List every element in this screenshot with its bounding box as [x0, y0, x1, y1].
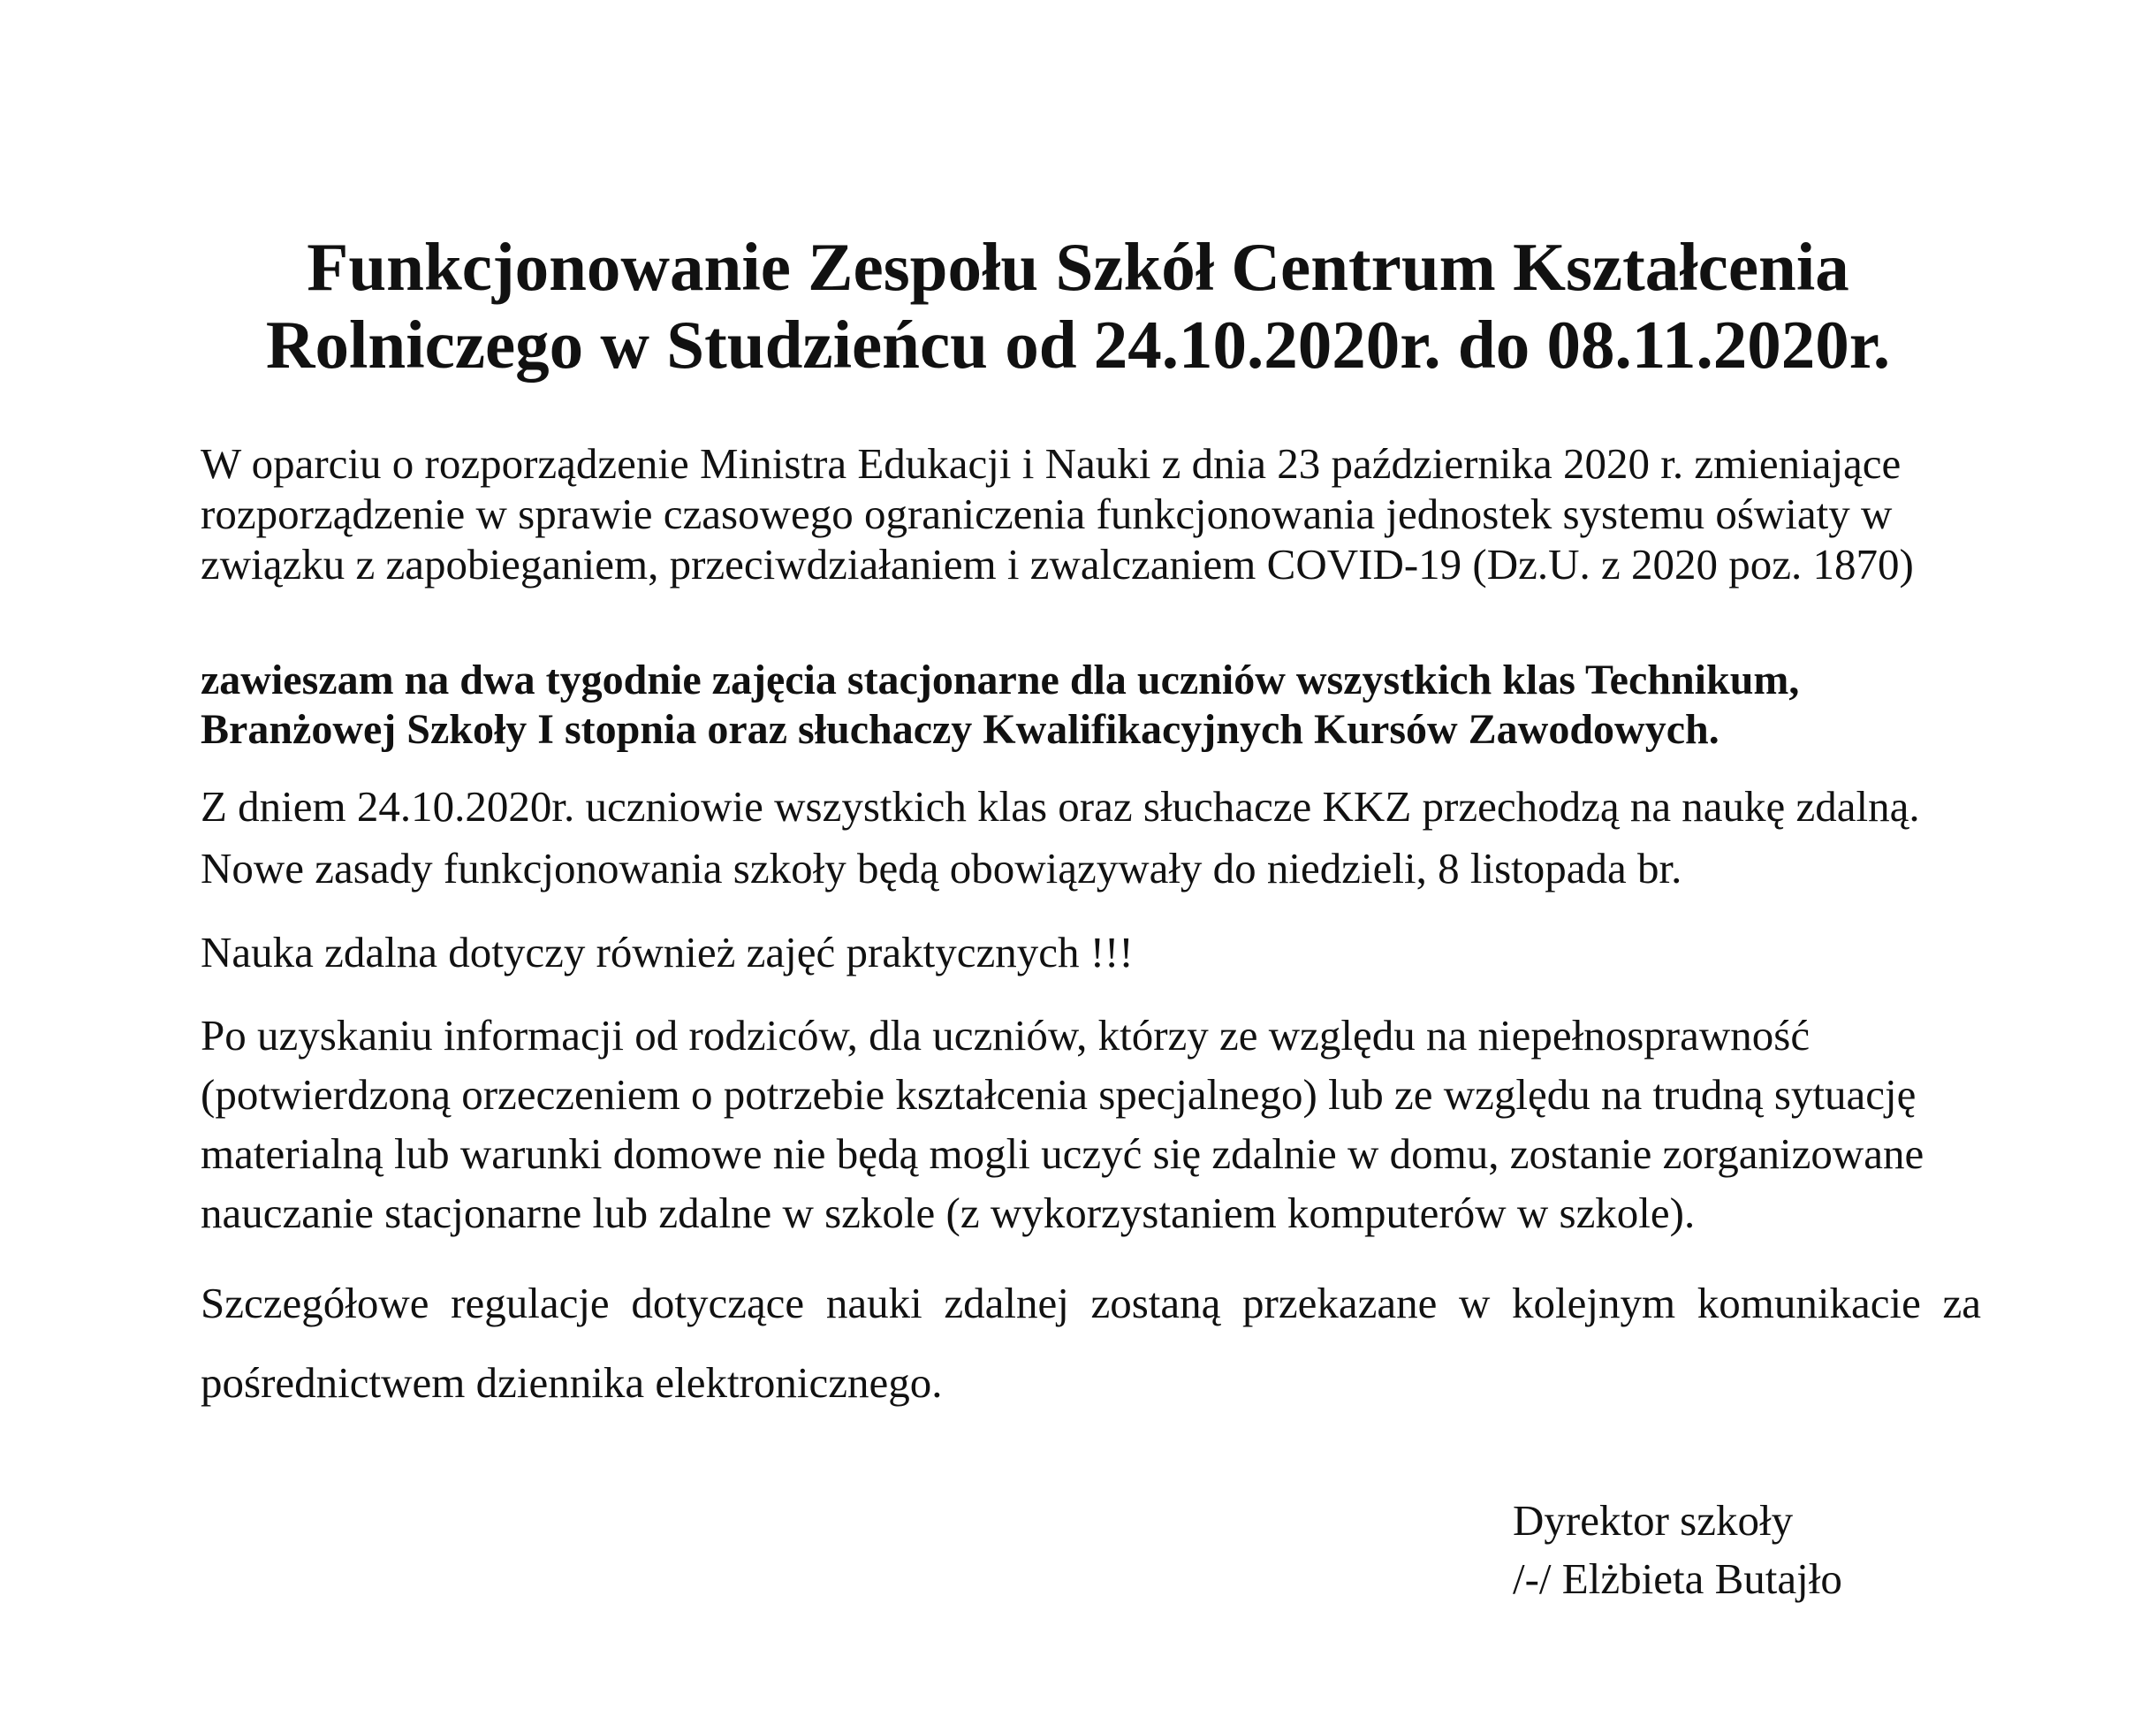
- special-needs-paragraph: [201, 1006, 1979, 1242]
- title-line: Funkcjonowanie Zespołu Szkół Centrum Kształcenia: [307, 229, 1849, 305]
- paragraph-line: Z dniem 24.10.2020r. uczniowie wszystkich klas oraz słuchacze KKZ przechodzą na naukę zdalną.: [201, 782, 1920, 831]
- decision-line: Branżowej Szkoły I stopnia oraz słuchaczy Kwalifikacyjnych Kursów Zawodowych.: [201, 706, 1719, 753]
- intro-line: rozporządzenie w sprawie czasowego ograniczenia funkcjonowania jednostek systemu oświaty w: [201, 490, 1893, 538]
- practical-classes-paragraph: [201, 922, 1979, 984]
- paragraph-line: nauczanie stacjonarne lub zdalne w szkole (z wykorzystaniem komputerów w szkole).: [201, 1189, 1696, 1237]
- regulations-paragraph: [201, 1264, 1981, 1423]
- signature-block: [1513, 1492, 1842, 1608]
- paragraph-line: pośrednictwem dziennika elektronicznego.: [201, 1358, 943, 1407]
- decision-line: zawieszam na dwa tygodnie zajęcia stacjonarne dla uczniów wszystkich klas Technikum,: [201, 657, 1800, 703]
- title-line: Rolniczego w Studzieńcu od 24.10.2020r. do 08.11.2020r.: [265, 307, 1891, 383]
- paragraph-line: Nauka zdalna dotyczy również zajęć praktycznych !!!: [201, 928, 1134, 976]
- paragraph-line: Po uzyskaniu informacji od rodziców, dla uczniów, którzy ze względu na niepełnosprawność: [201, 1011, 1811, 1060]
- paragraph-line: Nowe zasady funkcjonowania szkoły będą obowiązywały do niedzieli, 8 listopada br.: [201, 844, 1682, 893]
- intro-paragraph: [201, 438, 1979, 589]
- signature-role: Dyrektor szkoły: [1513, 1496, 1794, 1545]
- page-title: [177, 228, 1979, 384]
- intro-line: W oparciu o rozporządzenie Ministra Edukacji i Nauki z dnia 23 października 2020 r. zmieniające: [201, 439, 1902, 488]
- paragraph-line: materialną lub warunki domowe nie będą mogli uczyć się zdalnie w domu, zostanie zorganizowane: [201, 1129, 1924, 1178]
- decision-statement: [201, 656, 1979, 755]
- intro-line: związku z zapobieganiem, przeciwdziałaniem i zwalczaniem COVID-19 (Dz.U. z 2020 poz. 1870): [201, 540, 1914, 589]
- signature-name: /-/ Elżbieta Butajło: [1513, 1554, 1842, 1603]
- paragraph-line: Szczegółowe regulacje dotyczące nauki zdalnej zostaną przekazane w kolejnym komunikacie za: [201, 1279, 1981, 1327]
- paragraph-line: (potwierdzoną orzeczeniem o potrzebie kształcenia specjalnego) lub ze względu na trudną sytuację: [201, 1070, 1917, 1119]
- remote-learning-paragraph: [201, 776, 1979, 900]
